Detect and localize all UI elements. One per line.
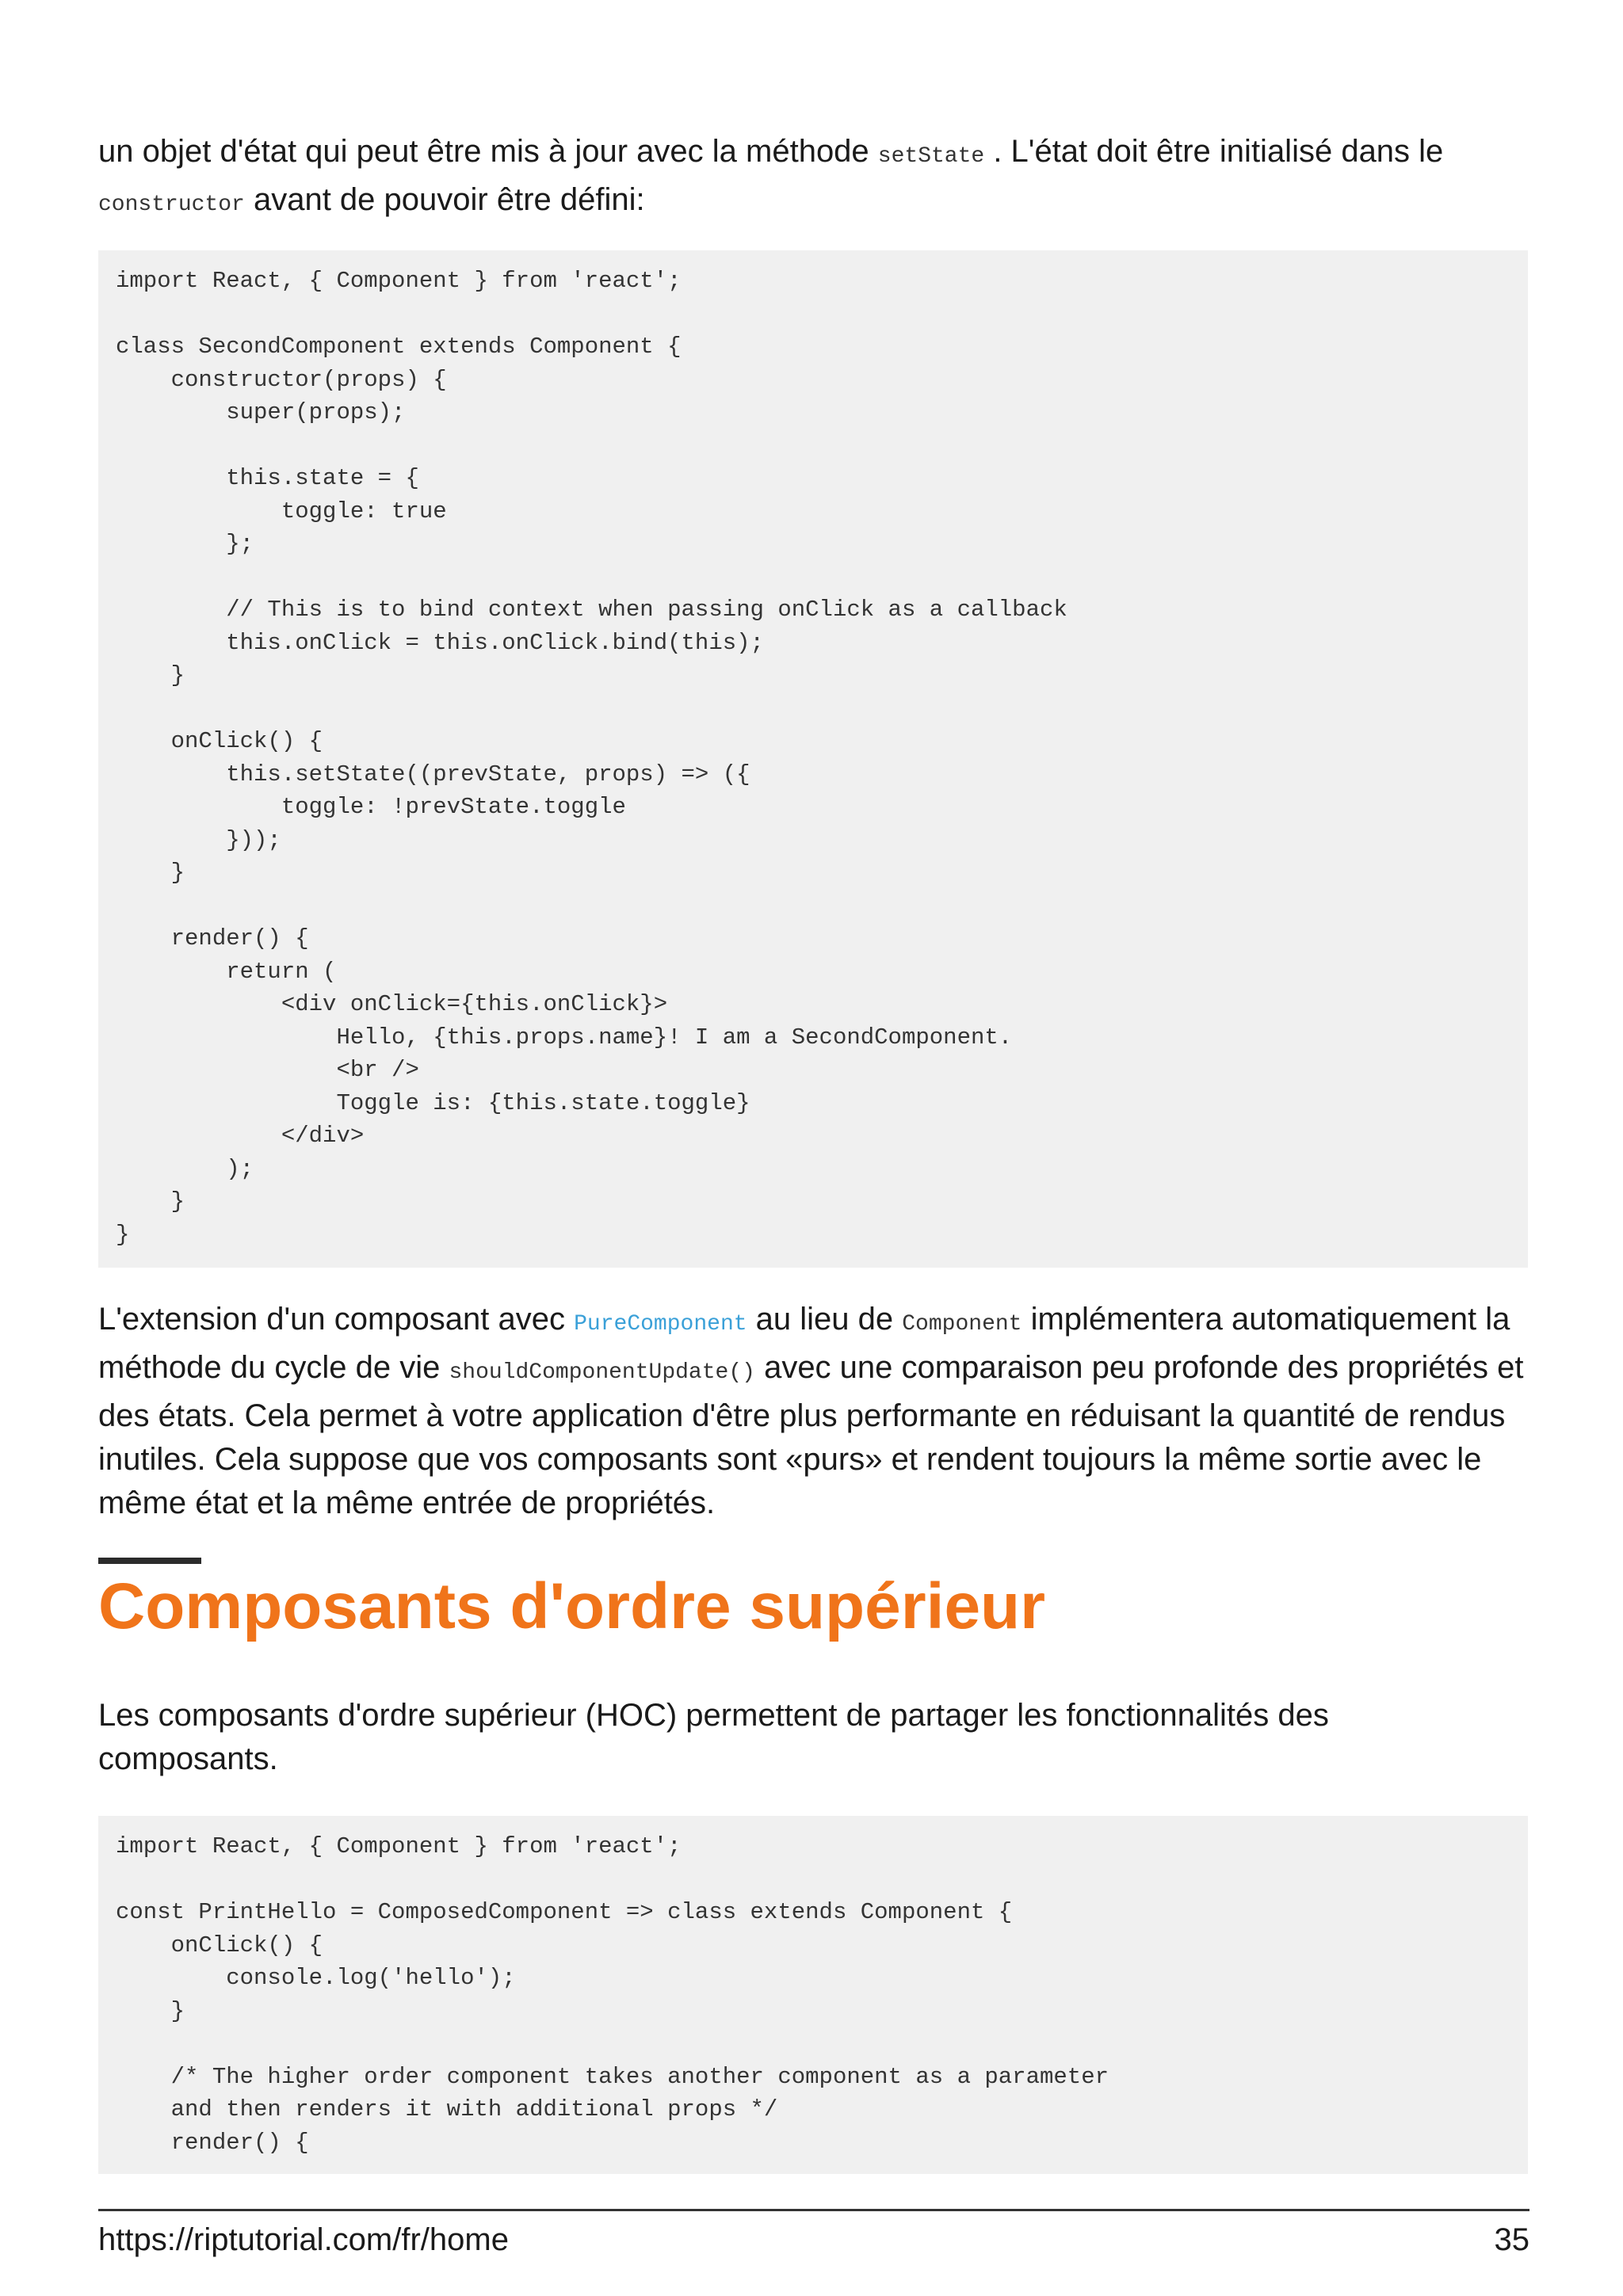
inline-code-shouldcomponentupdate: shouldComponentUpdate() <box>449 1360 755 1385</box>
para2-text-3: implémentera automatiquement la méthode du cycle de vie <box>98 1302 1510 1385</box>
inline-code-setstate: setState <box>877 144 985 169</box>
inline-code-purecomponent-link[interactable]: PureComponent <box>574 1312 747 1337</box>
footer-divider <box>98 2209 1529 2211</box>
code-block-hoc: import React, { Component } from 'react'; const PrintHello = ComposedComponent => class extends Component { onClick() { console.log('hello'); } /* The higher order component takes another component as a parameter and then renders it with additional props */ render() { <box>98 1816 1528 2174</box>
intro-text-2: . L'état doit être initialisé dans le <box>984 134 1444 169</box>
intro-text-1: un objet d'état qui peut être mis à jour avec la méthode <box>98 134 878 169</box>
inline-code-component: Component <box>902 1312 1022 1337</box>
section-heading-rule <box>98 1558 201 1564</box>
para2-text-4: avec une comparaison peu profonde des propriétés et des états. Cela permet à votre application d'être plus performante en réduisant la quantité de rendus inutiles. Cela suppose que vos composants sont «purs» et rendent toujours la même sortie avec le même état et la même entrée de propriétés. <box>98 1350 1524 1520</box>
page-number: 35 <box>1494 2222 1529 2257</box>
footer-url[interactable]: https://riptutorial.com/fr/home <box>98 2222 509 2257</box>
code-block-second-component: import React, { Component } from 'react'; class SecondComponent extends Component { constructor(props) { super(props); this.state = { toggle: true }; // This is to bind context when passing onClick as a callback this.onClick = this.onClick.bind(this); } onClick() { this.setState((prevState, props) => ({ toggle: !prevState.toggle })); } render() { return ( <div onClick={this.onClick}> Hello, {this.props.name}! I am a SecondComponent. <br /> Toggle is: {this.state.toggle} </div> ); } } <box>98 250 1528 1268</box>
intro-text-3: avant de pouvoir être défini: <box>244 182 645 217</box>
inline-code-constructor: constructor <box>98 193 245 217</box>
para2-text-1: L'extension d'un composant avec <box>98 1302 575 1337</box>
hoc-paragraph: Les composants d'ordre supérieur (HOC) permettent de partager les fonctionnalités des composants. <box>98 1698 1329 1776</box>
purecomponent-paragraph <box>98 1298 1528 1525</box>
para2-text-2: au lieu de <box>747 1302 903 1337</box>
intro-paragraph <box>98 130 1528 227</box>
section-heading: Composants d'ordre supérieur <box>98 1570 1046 1642</box>
